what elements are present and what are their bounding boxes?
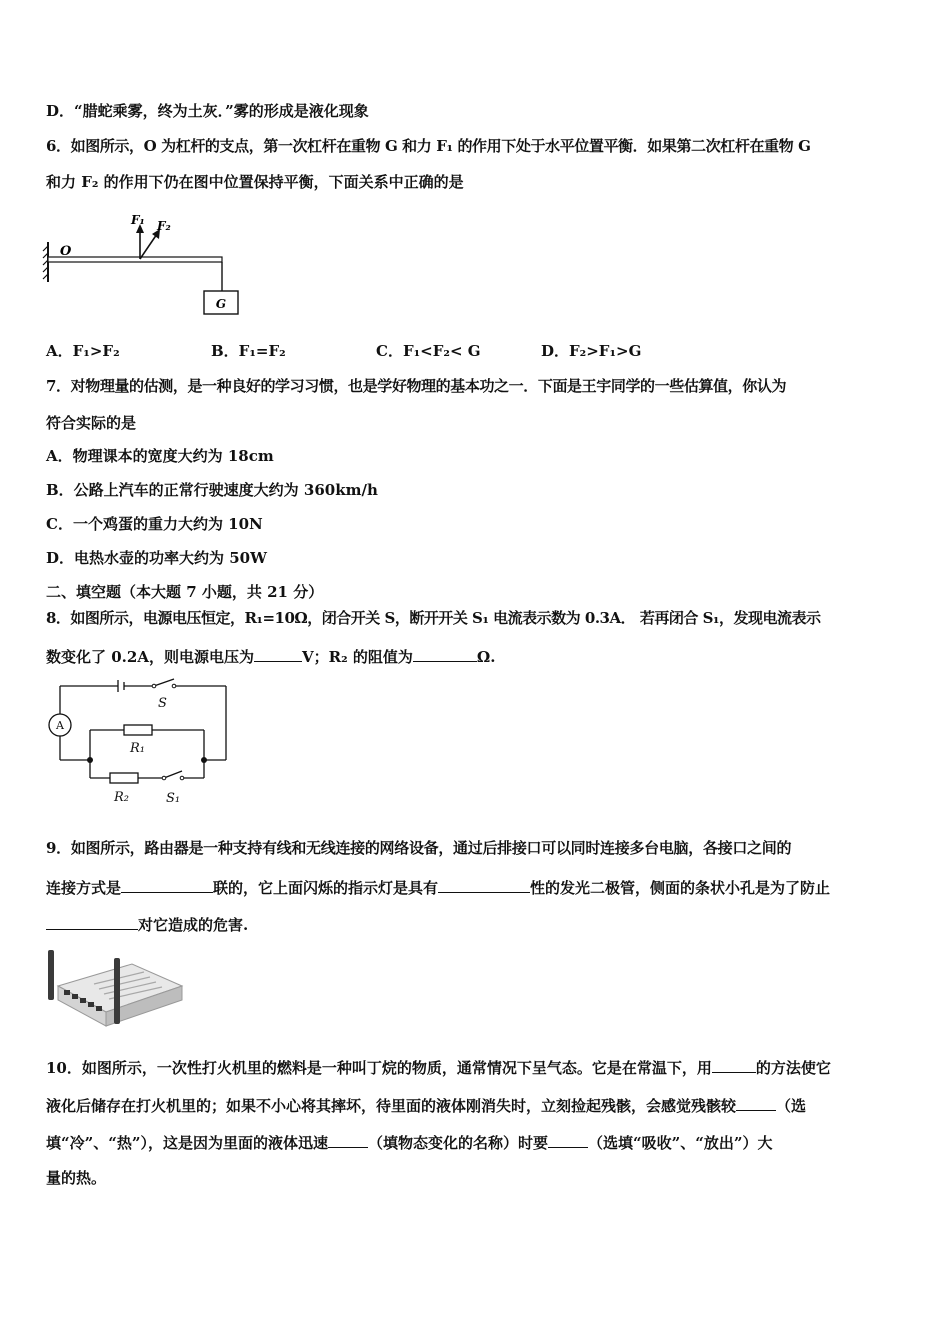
q7-stem-line1: 7．对物理量的估测，是一种良好的学习习惯，也是学好物理的基本功之一．下面是王宇同学的一些估算值，你认为 [46,377,787,395]
circuit-label-s1: S₁ [166,791,181,806]
lever-label-o: O [60,244,72,259]
lever-label-f2: F₂ [157,219,171,233]
q9-stem-line2-b: 联的，它上面闪烁的指示灯是具有 [213,879,439,897]
q9-stem-line1: 9．如图所示，路由器是一种支持有线和无线连接的网络设备，通过后排接口可以同时连接多台电脑，各接口之间的 [46,839,792,857]
q5-option-d: D．“腊蛇乘雾，终为土灰．”雾的形成是液化现象 [46,102,369,120]
q9-stem-line2-a: 连接方式是 [46,879,122,897]
q9-stem-line3: 对它造成的危害. [138,916,249,934]
q6-option-c: C．F₁<F₂< G [376,342,481,360]
q8-stem-line1: 8．如图所示，电源电压恒定，R₁=10Ω，闭合开关 S，断开开关 S₁ 电流表示数为 0.3A． 若再闭合 S₁，发现电流表示 [46,609,821,627]
q10-stem-line3-b: （填物态变化的名称）时要 [368,1134,549,1152]
router-image [44,944,184,1036]
q7-option-d: D．电热水壶的功率大约为 50W [46,549,267,567]
q8-stem-line2-a: 数变化了 0.2A，则电源电压为 [46,648,254,666]
lever-label-f1: F₁ [131,213,145,227]
lever-diagram [42,208,252,320]
circuit-label-a: A [56,719,64,732]
lever-label-g: G [215,297,227,311]
q6-stem-line1: 6．如图所示，O 为杠杆的支点，第一次杠杆在重物 G 和力 F₁ 的作用下处于水平位置平衡．如果第二次杠杆在重物 G [46,137,811,155]
q10-stem-line3-c: （选填“吸收”、“放出”）大 [588,1134,773,1152]
circuit-label-s: S [158,696,167,711]
q10-stem-line1-a: 10．如图所示，一次性打火机里的燃料是一种叫丁烷的物质，通常情况下呈气态。它是在常温下，用 [46,1059,712,1077]
q8-blank-voltage[interactable] [254,645,302,662]
section2-title: 二、填空题（本大题 7 小题，共 21 分） [46,583,324,601]
q8-stem-line2-c: Ω. [476,648,496,666]
q6-option-b: B．F₁=F₂ [211,342,286,360]
q7-stem-line2: 符合实际的是 [46,414,137,432]
q10-stem-line2-b: （选 [776,1097,807,1115]
q7-option-b: B．公路上汽车的正常行驶速度大约为 360km/h [46,481,378,499]
q7-option-c: C．一个鸡蛋的重力大约为 10N [46,515,263,533]
q8-blank-r2[interactable] [413,645,477,662]
q10-blank-phase-change[interactable] [328,1131,368,1148]
q10-stem-line3-a: 填“冷”、“热”），这是因为里面的液体迅速 [46,1134,329,1152]
q10-stem-line1-b: 的方法使它 [755,1059,831,1077]
q9-blank-connection[interactable] [121,876,213,893]
circuit-label-r1: R₁ [130,741,145,756]
q9-stem-line2-c: 性的发光二极管，侧面的条状小孔是为了防止 [530,879,831,897]
q6-stem-line2: 和力 F₂ 的作用下仍在图中位置保持平衡，下面关系中正确的是 [46,173,464,191]
q9-blank-led[interactable] [438,876,530,893]
q10-blank-method[interactable] [712,1056,756,1073]
q10-stem-line4: 量的热。 [46,1169,107,1187]
circuit-diagram [44,678,234,810]
q6-option-a: A．F₁>F₂ [46,342,120,360]
q8-stem-line2-b: V；R₂ 的阻值为 [301,648,413,666]
q10-stem-line2-a: 液化后储存在打火机里的；如果不小心将其摔坏，待里面的液体刚消失时，立刻捡起残骸，会感觉残骸较 [46,1097,737,1115]
q9-blank-prevent[interactable] [46,913,138,930]
circuit-label-r2: R₂ [114,790,129,805]
q6-option-d: D．F₂>F₁>G [541,342,642,360]
q7-option-a: A．物理课本的宽度大约为 18cm [46,447,274,465]
q10-blank-temperature[interactable] [736,1094,776,1111]
q10-blank-heat[interactable] [548,1131,588,1148]
